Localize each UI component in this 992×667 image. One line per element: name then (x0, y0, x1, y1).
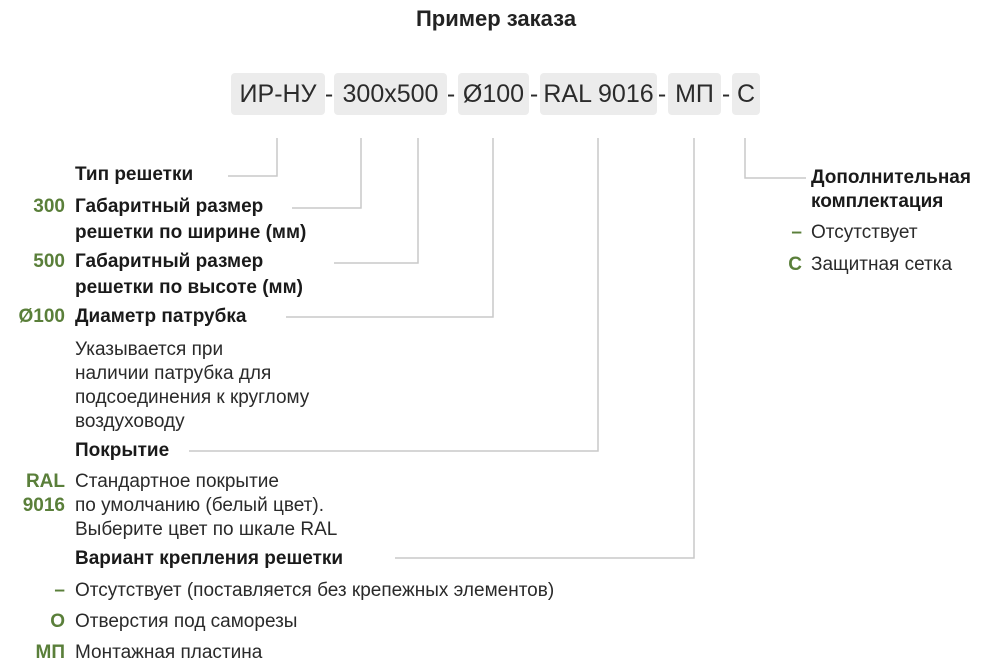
width-heading-line2: решетки по ширине (мм) (75, 222, 307, 243)
code-segment-diameter: Ø100 (458, 73, 529, 115)
width-heading-line1: Габаритный размер (75, 196, 264, 217)
mount-option-code: О (50, 611, 65, 632)
code-separator: - (721, 80, 731, 108)
code-separator: - (529, 80, 539, 108)
diameter-note-line: Указывается при (75, 339, 224, 360)
connector-mount (395, 138, 694, 558)
extra-option-code: – (791, 222, 802, 243)
mount-option-text: Отверстия под саморезы (75, 611, 298, 632)
code-separator: - (657, 80, 667, 108)
connector-width (292, 138, 361, 208)
diameter-note-line: воздуховоду (75, 411, 185, 432)
diameter-code: Ø100 (18, 306, 65, 327)
coating-note-line: по умолчанию (белый цвет). (75, 495, 324, 516)
diameter-note-line: наличии патрубка для (75, 363, 272, 384)
page-title: Пример заказа (415, 6, 577, 31)
connector-diameter (286, 138, 493, 317)
diameter-note-line: подсоединения к круглому (75, 387, 310, 408)
code-segment-mount: МП (668, 73, 721, 115)
type-heading: Тип решетки (75, 164, 194, 185)
coating-heading: Покрытие (75, 440, 170, 461)
height-heading-line2: решетки по высоте (мм) (75, 277, 303, 298)
connector-extra (745, 138, 806, 178)
connector-type (228, 138, 277, 176)
width-code: 300 (33, 196, 65, 217)
code-separator: - (324, 80, 334, 108)
mount-option-code: МП (35, 642, 65, 663)
extra-heading-line1: Дополнительная (811, 167, 971, 188)
code-segment-type: ИР-НУ (231, 73, 325, 115)
extra-option-text: Отсутствует (811, 222, 918, 243)
code-segment-extra: С (732, 73, 760, 115)
extra-option-text: Защитная сетка (811, 254, 953, 275)
mount-option-code: – (54, 580, 65, 601)
extra-option-code: С (788, 254, 802, 275)
coating-code-line1: RAL (25, 471, 65, 492)
mount-heading: Вариант крепления решетки (75, 548, 344, 569)
mount-option-text: Отсутствует (поставляется без крепежных элементов) (75, 580, 555, 601)
coating-note-line: Стандартное покрытие (75, 471, 279, 492)
code-separator: - (446, 80, 456, 108)
extra-heading-line2: комплектация (811, 191, 944, 212)
coating-note-line: Выберите цвет по шкале RAL (75, 519, 338, 540)
connector-height (334, 138, 418, 263)
diameter-heading: Диаметр патрубка (75, 306, 247, 327)
code-segment-size: 300х500 (334, 73, 447, 115)
height-code: 500 (33, 251, 65, 272)
coating-code-line2: 9016 (22, 495, 65, 516)
mount-option-text: Монтажная пластина (75, 642, 263, 663)
height-heading-line1: Габаритный размер (75, 251, 264, 272)
code-segment-coating: RAL 9016 (540, 73, 657, 115)
